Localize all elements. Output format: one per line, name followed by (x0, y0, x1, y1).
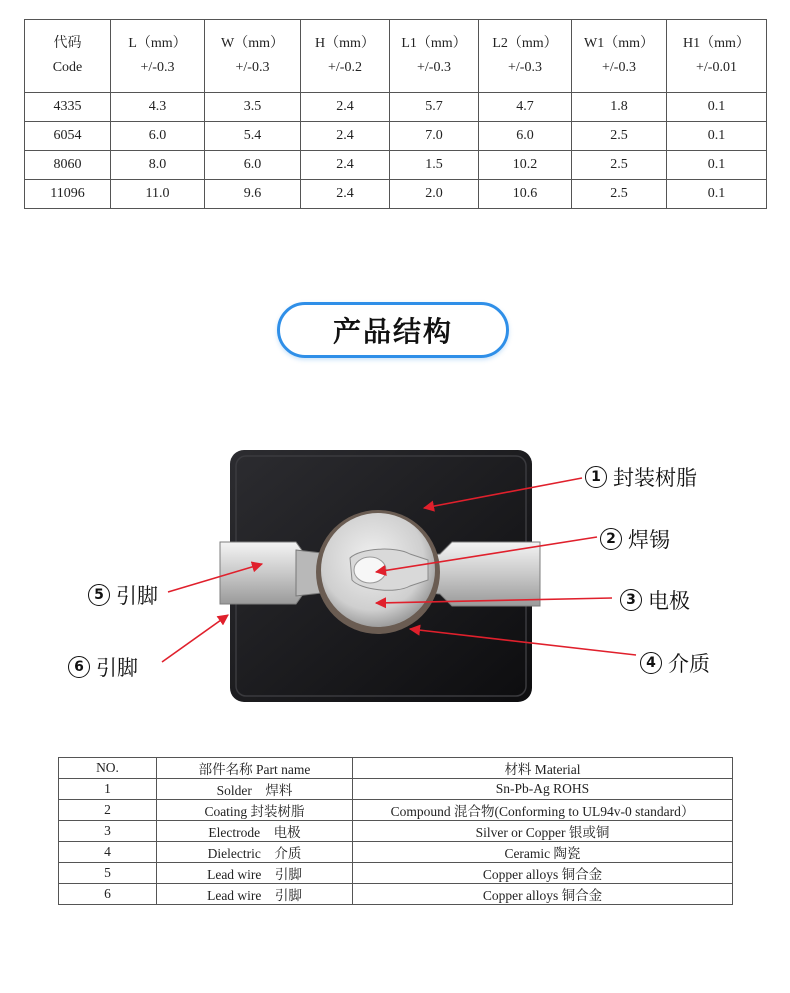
callout-label: 介质 (668, 652, 710, 676)
table-cell: 4335 (25, 93, 111, 122)
table-row (59, 842, 733, 863)
table-cell: 2.4 (301, 151, 390, 180)
table-cell: 11096 (25, 180, 111, 209)
table-cell: Lead wire 引脚 (157, 863, 353, 884)
header-no: NO. (59, 758, 157, 779)
table-cell: 5 (59, 863, 157, 884)
table-cell: 5.4 (205, 122, 301, 151)
table-cell: 6.0 (111, 122, 205, 151)
materials-header-row (59, 758, 733, 779)
table-cell: 10.2 (479, 151, 572, 180)
table-row (59, 779, 733, 800)
callout-lead-wire-5 (88, 580, 158, 610)
header-w: W（mm） +/-0.3 (205, 20, 301, 93)
table-cell: 0.1 (667, 93, 767, 122)
table-cell: Silver or Copper 银或铜 (353, 821, 733, 842)
table-cell: 1.5 (390, 151, 479, 180)
table-cell: Dielectric 介质 (157, 842, 353, 863)
table-row (25, 122, 767, 151)
table-cell: 0.1 (667, 180, 767, 209)
table-cell: 1 (59, 779, 157, 800)
callout-solder (600, 524, 670, 554)
table-cell: 11.0 (111, 180, 205, 209)
table-cell: 4.3 (111, 93, 205, 122)
callout-number: 6 (68, 656, 90, 678)
callout-lead-wire-6 (68, 652, 138, 682)
table-cell: 4.7 (479, 93, 572, 122)
table-cell: Solder 焊料 (157, 779, 353, 800)
table-cell: 2.0 (390, 180, 479, 209)
table-cell: 1.8 (572, 93, 667, 122)
callout-number: 3 (620, 589, 642, 611)
table-cell: 9.6 (205, 180, 301, 209)
table-row (59, 800, 733, 821)
table-cell: 3 (59, 821, 157, 842)
table-row (59, 884, 733, 905)
table-cell: 7.0 (390, 122, 479, 151)
table-cell: 2.4 (301, 93, 390, 122)
table-cell: Coating 封装树脂 (157, 800, 353, 821)
table-cell: 5.7 (390, 93, 479, 122)
callout-label: 电极 (648, 589, 690, 613)
dimension-header-row (25, 20, 767, 93)
table-cell: Copper alloys 铜合金 (353, 863, 733, 884)
table-cell: 2.5 (572, 122, 667, 151)
table-cell: Copper alloys 铜合金 (353, 884, 733, 905)
header-material: 材料 Material (353, 758, 733, 779)
callout-label: 引脚 (96, 656, 138, 680)
table-cell: 2.5 (572, 180, 667, 209)
table-cell: 0.1 (667, 122, 767, 151)
table-cell: 3.5 (205, 93, 301, 122)
header-h1: H1（mm） +/-0.01 (667, 20, 767, 93)
product-structure-diagram (0, 430, 790, 720)
table-cell: 2.4 (301, 122, 390, 151)
table-cell: 6.0 (205, 151, 301, 180)
callout-electrode (620, 585, 690, 615)
section-title: 产品结构 (277, 302, 509, 358)
table-row (59, 863, 733, 884)
table-cell: 8060 (25, 151, 111, 180)
table-cell: 2 (59, 800, 157, 821)
callout-number: 2 (600, 528, 622, 550)
table-cell: 0.1 (667, 151, 767, 180)
table-row (25, 151, 767, 180)
dimension-table (24, 19, 767, 209)
header-l: L（mm） +/-0.3 (111, 20, 205, 93)
table-cell: Electrode 电极 (157, 821, 353, 842)
callout-number: 1 (585, 466, 607, 488)
header-part-name: 部件名称 Part name (157, 758, 353, 779)
callout-dielectric (640, 648, 710, 678)
header-l1: L1（mm） +/-0.3 (390, 20, 479, 93)
table-cell: 6 (59, 884, 157, 905)
header-l2: L2（mm） +/-0.3 (479, 20, 572, 93)
callout-number: 5 (88, 584, 110, 606)
table-cell: 6054 (25, 122, 111, 151)
table-cell: Compound 混合物(Conforming to UL94v-0 standard） (353, 800, 733, 821)
header-h: H（mm） +/-0.2 (301, 20, 390, 93)
table-cell: 10.6 (479, 180, 572, 209)
table-cell: Lead wire 引脚 (157, 884, 353, 905)
table-cell: 6.0 (479, 122, 572, 151)
table-cell: 2.4 (301, 180, 390, 209)
table-cell: Ceramic 陶瓷 (353, 842, 733, 863)
table-cell: Sn-Pb-Ag ROHS (353, 779, 733, 800)
table-row (25, 93, 767, 122)
callout-number: 4 (640, 652, 662, 674)
table-cell: 4 (59, 842, 157, 863)
callout-label: 引脚 (116, 584, 158, 608)
materials-table (58, 757, 733, 905)
header-code: 代码 Code (25, 20, 111, 93)
header-w1: W1（mm） +/-0.3 (572, 20, 667, 93)
table-row (59, 821, 733, 842)
callout-label: 焊锡 (628, 528, 670, 552)
table-cell: 8.0 (111, 151, 205, 180)
table-row (25, 180, 767, 209)
table-cell: 2.5 (572, 151, 667, 180)
callout-resin (585, 462, 697, 492)
callout-label: 封装树脂 (613, 466, 697, 490)
